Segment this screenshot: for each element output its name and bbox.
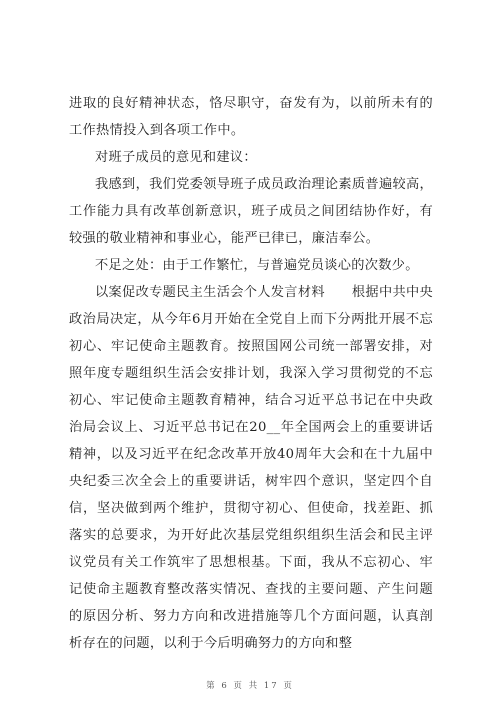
page-number-footer: 第 6 页 共 17 页 <box>206 681 294 691</box>
document-body <box>69 90 433 657</box>
paragraph-continuation: 进取的良好精神状态，恪尽职守，奋发有为，以前所未有的工作热情投入到各项工作中。 <box>69 96 433 138</box>
paragraph-speech-material: 以案促改专题民主生活会个人发言材料 根据中共中央政治局决定，从今年6月开始在全党自上而下分两批开展不忘初心、牢记使命主题教育。按照国网公司统一部署安排，对照年度专题组织生活会安排计划，我深入学习贯彻党的不忘初心、牢记使命主题教育精神，结合习近平总书记在中央政治局会议上、习近平总书记在20__年全国两会上的重要讲话精神，以及习近平在纪念改革开放40周年大会和在十九届中央纪委三次全会上的重要讲话，树牢四个意识，坚定四个自信，坚决做到两个维护，贯彻守初心、但使命，找差距、抓落实的总要求，为开好此次基层党组织组织生活会和民主评议党员有关工作筑牢了思想根基。下面，我从不忘初心、牢记使命主题教育整改落实情况、查找的主要问题、产生问题的原因分析、努力方向和改进措施等几个方面问题，认真剖析存在的问题，以利于今后明确努力的方向和整 <box>69 285 433 651</box>
paragraph-shortcomings: 不足之处：由于工作繁忙，与普遍党员谈心的次数少。 <box>95 258 419 273</box>
paragraph-heading-suggestions: 对班子成员的意见和建议： <box>95 150 257 165</box>
paragraph-evaluation: 我感到，我们党委领导班子成员政治理论素质普遍较高，工作能力具有改革创新意识，班子成员之间团结协作好，有较强的敬业精神和事业心，能严已律已，廉洁奉公。 <box>69 177 433 246</box>
